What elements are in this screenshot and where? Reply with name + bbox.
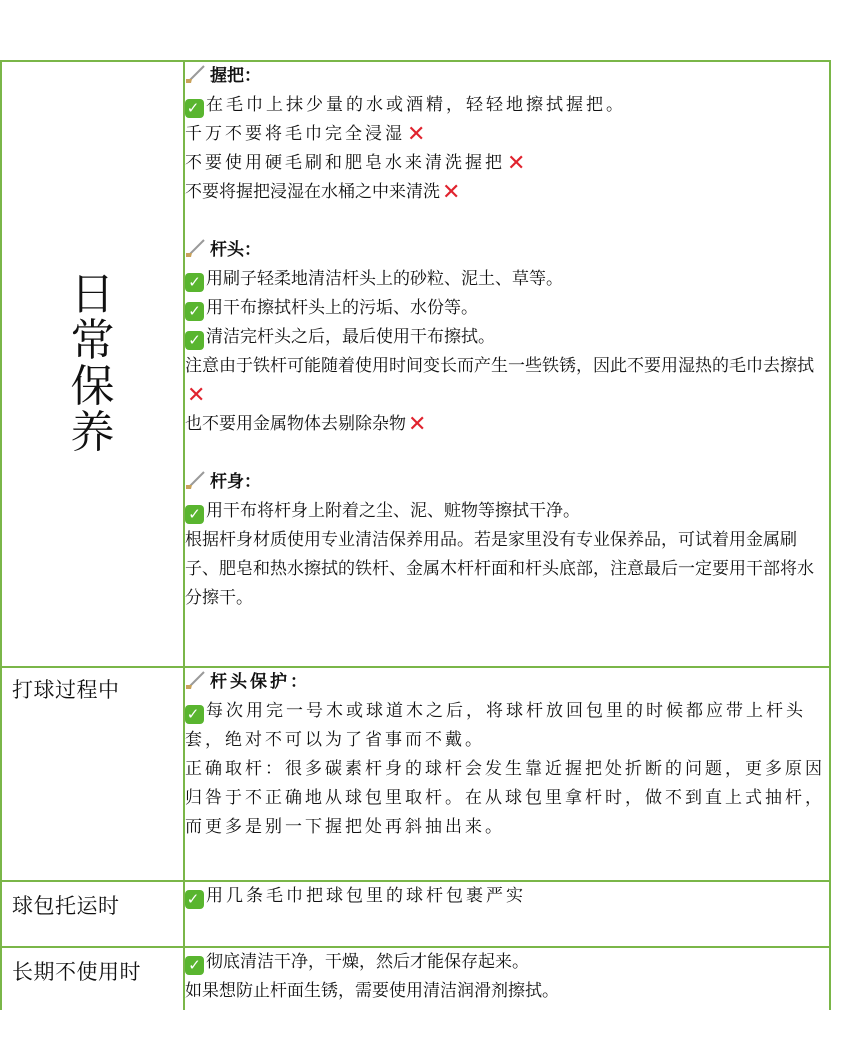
head-item-2: ✓ 用干布擦拭杆头上的污垢、水份等。 [185,294,829,323]
grip-item-3: 不要使用硬毛刷和肥皂水来清洗握把✕ [185,151,529,176]
golf-club-icon [185,670,207,690]
cross-mark-icon: ✕ [187,383,206,408]
grip-title: 握把： [210,66,261,86]
head-item-1: ✓ 用刷子轻柔地清洁杆头上的砂粒、泥土、草等。 [185,265,829,294]
category-cell-daily [1,61,184,667]
row-bag-transport [1,881,830,947]
content-cell-transport [184,881,830,947]
section-heading-head [185,236,829,265]
grip-item-1: ✓ 在毛巾上抹少量的水或酒精，轻轻地擦拭握把。 [186,95,626,117]
category-cell-playing [1,667,184,881]
shaft-item-2: 根据杆身材质使用专业清洁保养用品。若是家里没有专业保养品，可试着用金属刷子、肥皂和热水擦拭的铁杆、金属木杆杆面和杆头底部，注意最后一定要用干部将水分擦干。 [185,530,814,608]
check-mark-icon: ✓ [185,331,204,350]
section-heading-grip [185,62,829,91]
category-transport: 球包托运时 [12,894,120,918]
check-mark-icon: ✓ [186,705,203,723]
content-cell-playing [184,667,830,881]
check-mark-icon: ✓ [185,505,204,524]
section-heading-shaft [185,468,829,497]
shaft-item-1: ✓ 用干布将杆身上附着之尘、泥、赃物等擦拭干净。 [185,497,829,526]
category-playing: 打球过程中 [12,678,120,702]
section-heading-head-protect [185,668,829,697]
grip-item-2: 千万不要将毛巾完全浸湿✕ [185,122,429,147]
row-long-term [1,947,830,1010]
cross-mark-icon: ✕ [507,151,529,176]
play-item-2: 正确取杆：很多碳素杆身的球杆会发生靠近握把处折断的问题，更多原因归咎于不正确地从球包里取杆。在从球包里拿杆时，做不到直上式抽杆，而更多是别一下握把处再斜抽出来。 [185,759,825,837]
golf-club-icon [185,64,207,84]
head-title: 杆头： [210,240,261,260]
category-daily: 日常保养 [70,269,115,458]
check-mark-icon: ✓ [185,302,204,321]
cross-mark-icon: ✕ [407,122,429,147]
category-longterm: 长期不使用时 [12,960,141,984]
head-item-5: 也不要用金属物体去剔除杂物✕ [185,412,427,437]
golf-care-table [0,60,831,1010]
grip-item-4: 不要将握把浸湿在水桶之中来清洗✕ [185,180,461,205]
shaft-title: 杆身： [210,472,261,492]
play-title: 杆头保护： [210,672,310,692]
check-mark-icon: ✓ [185,956,204,975]
golf-club-icon [185,238,207,258]
play-item-1: ✓ 每次用完一号木或球道木之后，将球杆放回包里的时候都应带上杆头套，绝对不可以为了省事而不戴。 [185,701,806,750]
cross-mark-icon: ✕ [442,180,461,205]
content-cell-daily [184,61,830,667]
head-item-3: ✓ 清洁完杆头之后，最后使用干布擦拭。 [185,323,829,352]
head-item-4: 注意由于铁杆可能随着使用时间变长而产生一些铁锈，因此不要用湿热的毛巾去擦拭✕ [185,356,814,408]
check-mark-icon: ✓ [186,99,203,117]
content-cell-longterm [184,947,830,1010]
longterm-item-1: ✓ 彻底清洁干净，干燥，然后才能保存起来。 [185,948,829,977]
longterm-item-2: 如果想防止杆面生锈，需要使用清洁润滑剂擦拭。 [185,981,559,1001]
row-daily-care [1,61,830,667]
row-during-play [1,667,830,881]
cross-mark-icon: ✕ [408,412,427,437]
check-mark-icon: ✓ [186,890,203,908]
category-cell-longterm [1,947,184,1010]
check-mark-icon: ✓ [185,273,204,292]
transport-item-1: ✓ 用几条毛巾把球包里的球杆包裹严实 [186,886,526,908]
category-cell-transport [1,881,184,947]
golf-club-icon [185,470,207,490]
